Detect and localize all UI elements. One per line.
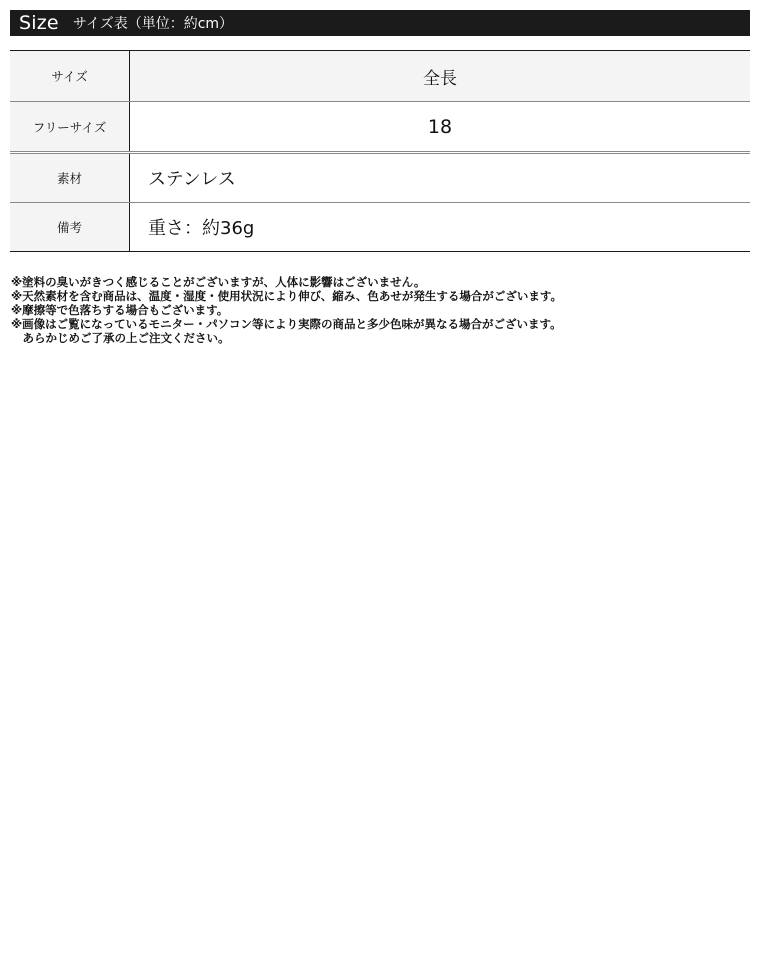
label-free-size: フリーサイズ <box>10 102 130 151</box>
note-line: ※摩擦等で色落ちする場合もございます。 <box>11 303 229 317</box>
table-header-row <box>10 51 750 102</box>
value-remarks: 重さ：約36g <box>148 218 255 239</box>
note-line: あらかじめご了承の上ご注文ください。 <box>11 331 230 345</box>
header-label-length: 全長 <box>130 51 750 101</box>
size-table-subtitle: サイズ表（単位：約cm） <box>72 16 234 32</box>
table-row-material <box>10 154 750 203</box>
table-row-free-size <box>10 102 750 154</box>
header-label-size: サイズ <box>10 51 130 101</box>
note-line: ※天然素材を含む商品は、温度・湿度・使用状況により伸び、縮み、色あせが発生する場合がございます。 <box>11 289 562 303</box>
label-remarks: 備考 <box>10 203 130 251</box>
note-line: ※画像はご覧になっているモニター・パソコン等により実際の商品と多少色味が異なる場合がございます。 <box>11 317 562 331</box>
value-material: ステンレス <box>148 169 236 190</box>
note-line: ※塗料の臭いがきつく感じることがございますが、人体に影響はございません。 <box>11 275 426 289</box>
table-row-remarks <box>10 203 750 251</box>
size-header-bar <box>10 10 750 36</box>
size-table <box>10 50 750 252</box>
size-title: Size <box>19 12 59 34</box>
value-length: 18 <box>427 115 453 138</box>
label-material: 素材 <box>10 154 130 202</box>
notes-block <box>11 275 751 345</box>
